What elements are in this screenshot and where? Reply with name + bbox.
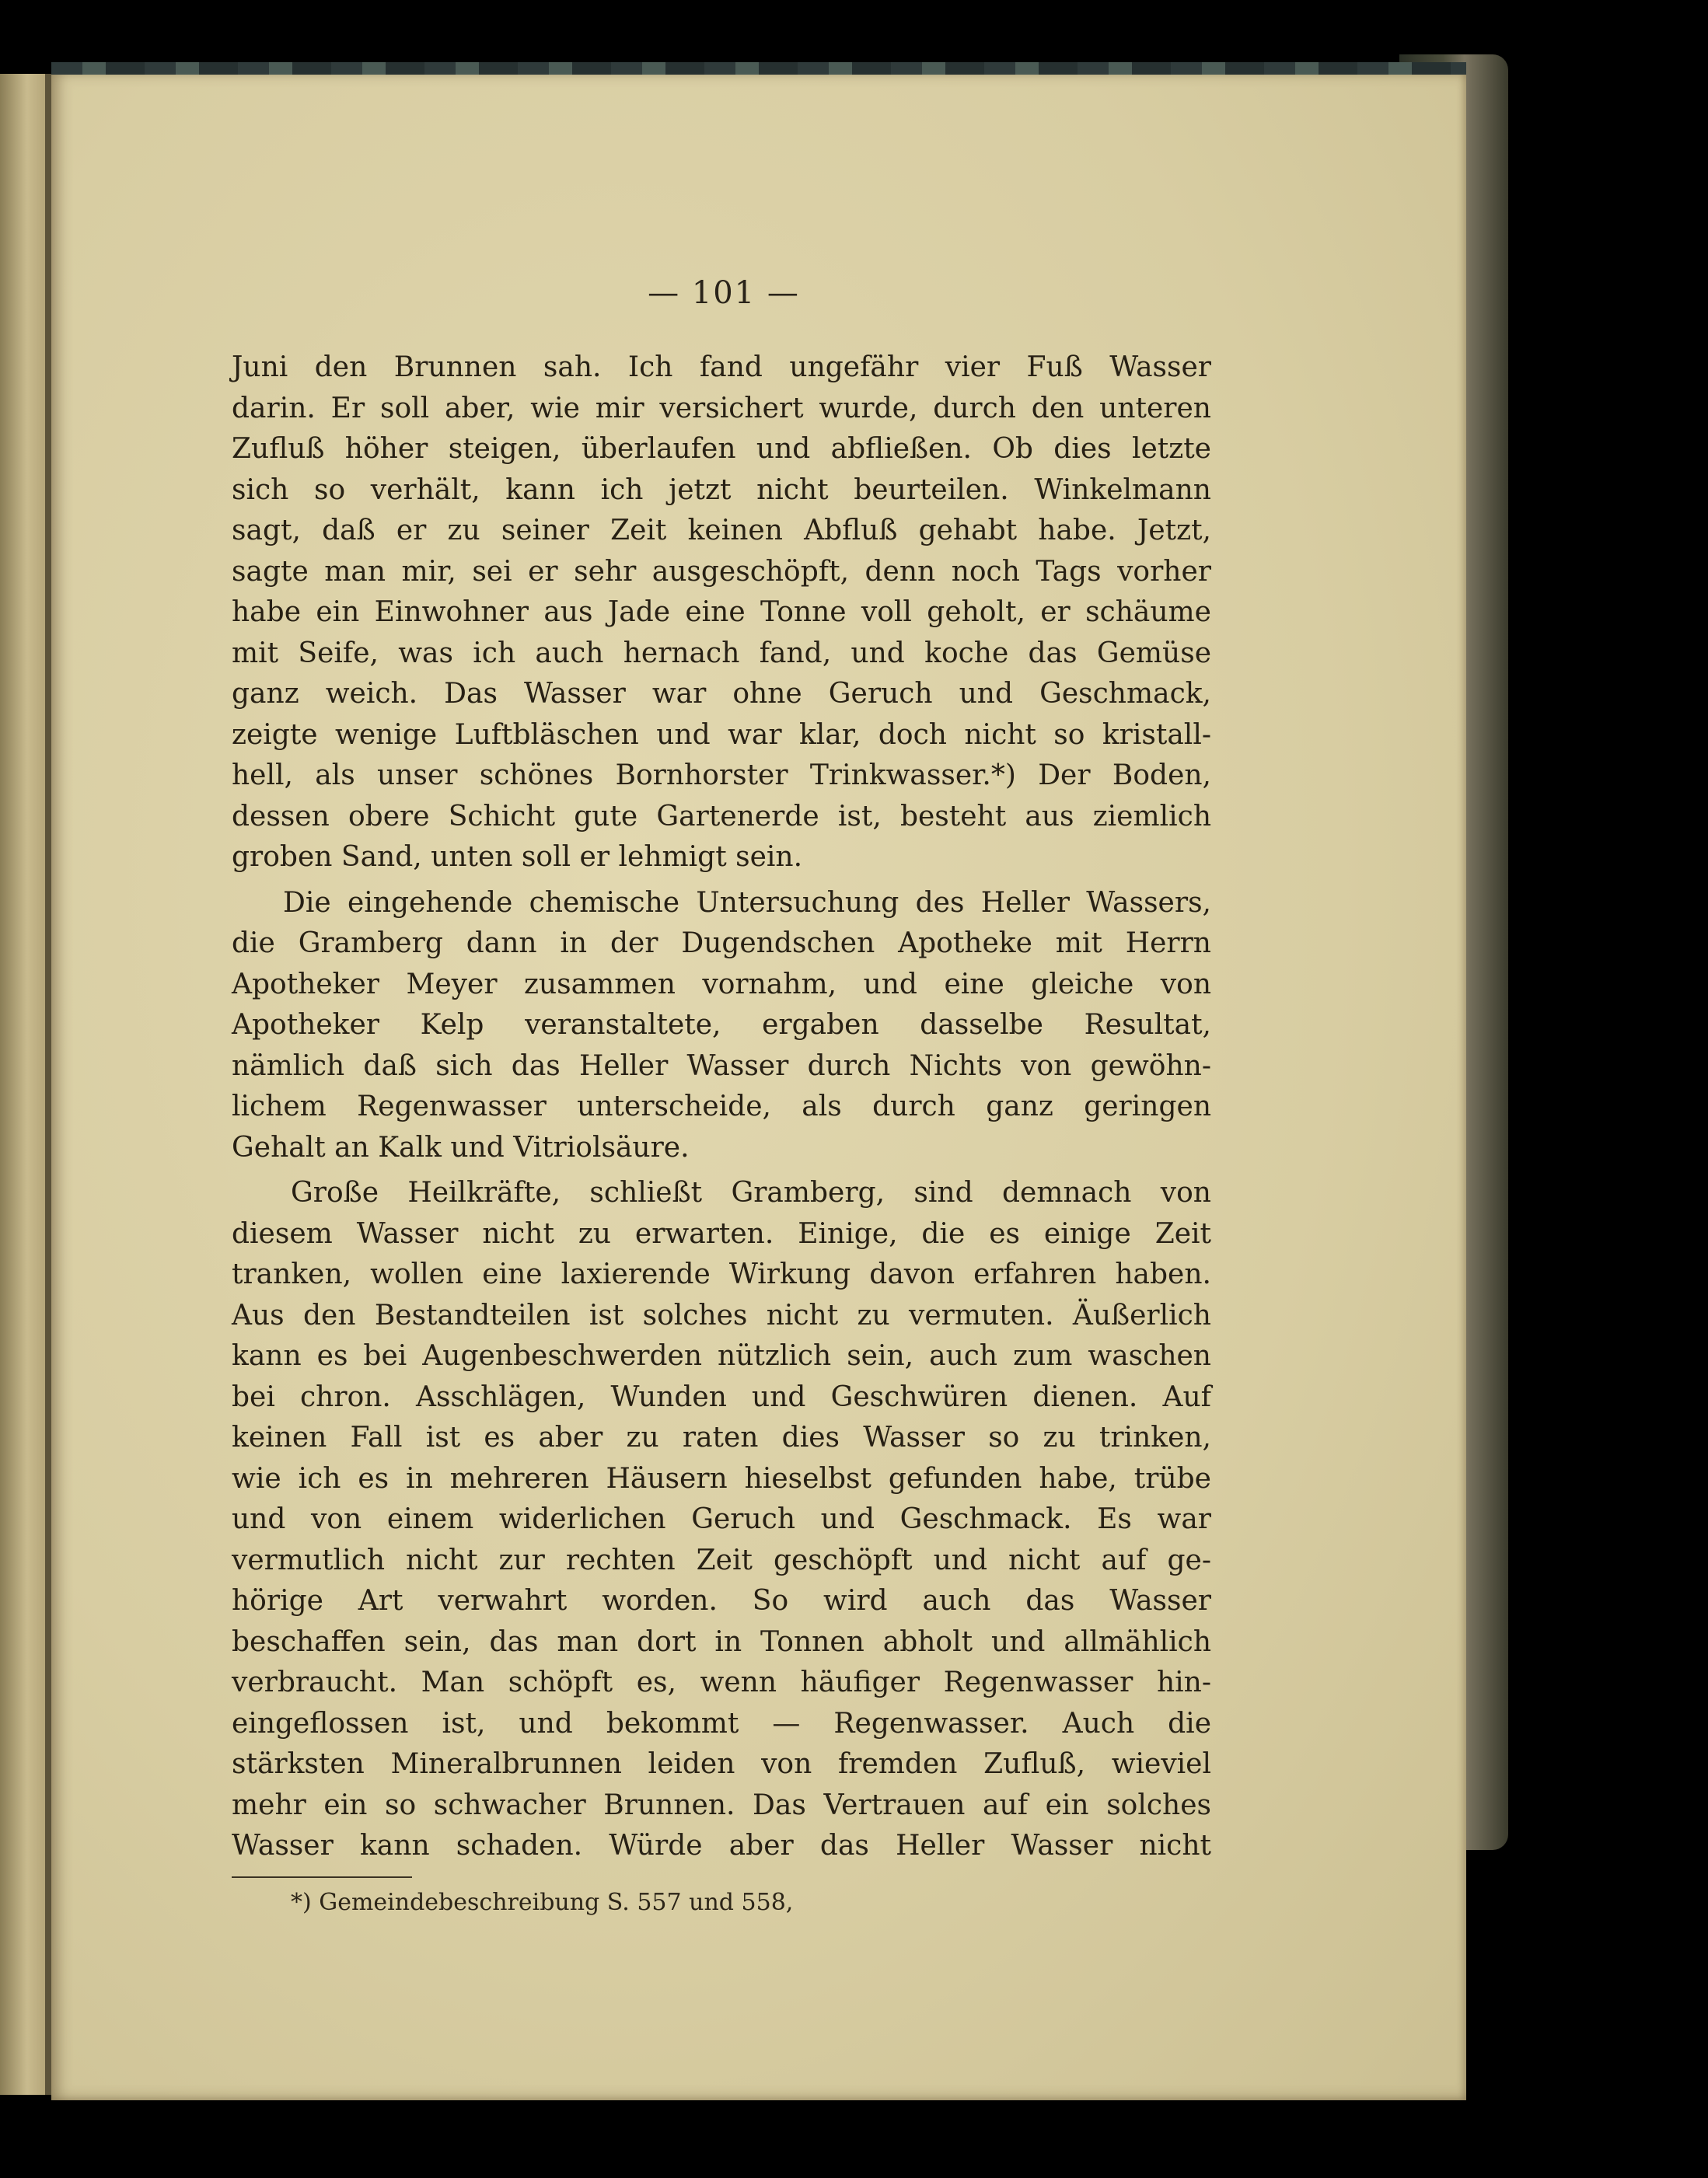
text-line: Die eingehende chemische Untersuchung des Heller Wassers, [283, 886, 1211, 919]
text-line: habe ein Einwohner aus Jade eine Tonne voll geholt, er schäume [232, 596, 1211, 628]
text-line: hörige Art verwahrt worden. So wird auch das Wasser [232, 1585, 1211, 1617]
text-line: Aus den Bestandteilen ist solches nicht zu vermuten. Äußerlich [232, 1299, 1211, 1332]
text-line: darin. Er soll aber, wie mir versichert wurde, durch den unteren [232, 392, 1211, 424]
text-line: sich so verhält, kann ich jetzt nicht beurteilen. Winkelmann [232, 473, 1211, 506]
footnote: *) Gemeindebeschreibung S. 557 und 558, [291, 1889, 794, 1916]
book-page [51, 72, 1466, 2100]
text-line: zeigte wenige Luftbläschen und war klar, doch nicht so kristall- [232, 718, 1211, 751]
book-top-edge [51, 62, 1466, 75]
text-line: Juni den Brunnen sah. Ich fand ungefähr vier Fuß Wasser [232, 351, 1211, 383]
left-page-edge [0, 74, 45, 2095]
text-line: dessen obere Schicht gute Gartenerde ist, besteht aus ziemlich [232, 800, 1211, 832]
text-line: die Gramberg dann in der Dugendschen Apotheke mit Herrn [232, 927, 1211, 959]
text-line: kann es bei Augenbeschwerden nützlich sein, auch zum waschen [232, 1340, 1211, 1372]
body-text [232, 347, 1211, 1867]
text-line: stärksten Mineralbrunnen leiden von fremden Zufluß, wieviel [232, 1748, 1211, 1780]
text-line: beschaffen sein, das man dort in Tonnen abholt und allmählich [232, 1625, 1211, 1658]
text-line: tranken, wollen eine laxierende Wirkung davon erfahren haben. [232, 1258, 1211, 1290]
text-line: ganz weich. Das Wasser war ohne Geruch und Geschmack, [232, 678, 1211, 710]
text-line: Zufluß höher steigen, überlaufen und abfließen. Ob dies letzte [232, 433, 1211, 465]
text-line: Wasser kann schaden. Würde aber das Heller Wasser nicht [232, 1830, 1211, 1862]
text-line: nämlich daß sich das Heller Wasser durch Nichts von gewöhn- [232, 1049, 1211, 1082]
text-line: vermutlich nicht zur rechten Zeit geschöpft und nicht auf ge- [232, 1544, 1211, 1576]
text-line: verbraucht. Man schöpft es, wenn häufiger Regenwasser hin- [232, 1667, 1211, 1698]
text-line: Apotheker Kelp veranstaltete, ergaben dasselbe Resultat, [232, 1009, 1211, 1041]
text-line: und von einem widerlichen Geruch und Geschmack. Es war [232, 1503, 1211, 1535]
text-line: lichem Regenwasser unterscheide, als durch ganz geringen [232, 1091, 1211, 1122]
text-line: keinen Fall ist es aber zu raten dies Wasser so zu trinken, [232, 1422, 1211, 1454]
page-number: — 101 — [648, 275, 800, 311]
text-line: Apotheker Meyer zusammen vornahm, und eine gleiche von [232, 968, 1211, 1000]
text-line: sagte man mir, sei er sehr ausgeschöpft, denn noch Tags vorher [232, 555, 1211, 588]
text-line: hell, als unser schönes Bornhorster Trinkwasser.*) Der Boden, [232, 759, 1211, 791]
footnote-divider [232, 1876, 412, 1878]
text-line: wie ich es in mehreren Häusern hieselbst gefunden habe, trübe [232, 1462, 1211, 1495]
text-line: groben Sand, unten soll er lehmigt sein. [232, 841, 803, 873]
text-line: mit Seife, was ich auch hernach fand, und koche das Gemüse [232, 637, 1211, 669]
text-line: Große Heilkräfte, schließt Gramberg, sind demnach von [291, 1177, 1211, 1209]
text-line: bei chron. Asschlägen, Wunden und Geschwüren dienen. Auf [232, 1380, 1211, 1413]
text-line: Gehalt an Kalk und Vitriolsäure. [232, 1131, 690, 1164]
text-line: eingeflossen ist, und bekommt — Regenwasser. Auch die [232, 1707, 1211, 1740]
text-line: mehr ein so schwacher Brunnen. Das Vertrauen auf ein solches [232, 1789, 1211, 1821]
text-line: sagt, daß er zu seiner Zeit keinen Abfluß gehabt habe. Jetzt, [232, 515, 1211, 546]
text-line: diesem Wasser nicht zu erwarten. Einige, die es einige Zeit [232, 1217, 1211, 1250]
